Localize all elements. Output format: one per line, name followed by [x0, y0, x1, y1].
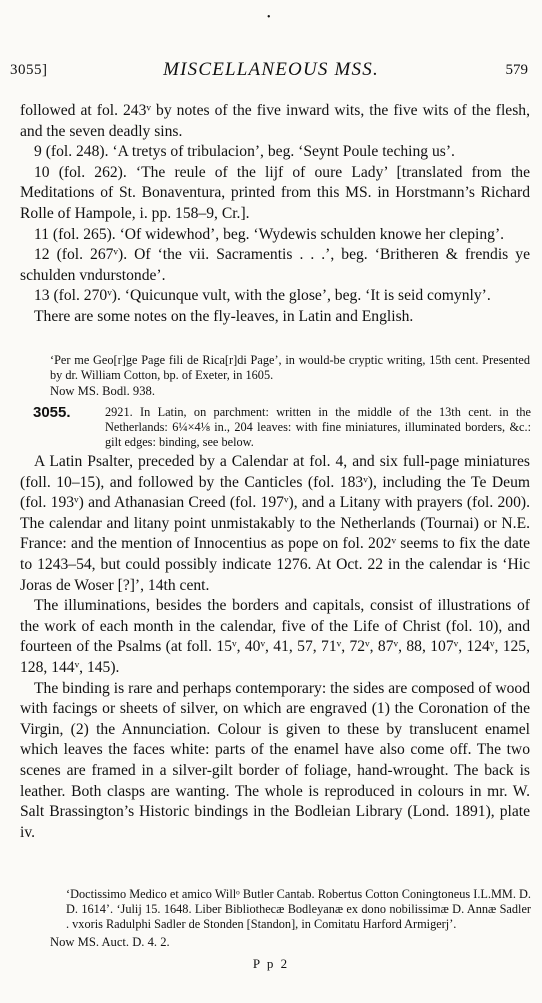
- provenance-text: ‘Per me Geo[r]ge Page fili de Rica[r]di Page’, in would-be cryptic writing, 15th cent. Presented by dr. William Cotton, bp. of Exeter, in 1605.: [50, 353, 530, 382]
- binding-paragraph: The binding is rare and perhaps contemporary: the sides are composed of wood with facings or sheets of silver, on which are engraved (1) the Coronation of the Virgin, (2) the Annunciation. Colour is given to these by translucent enamel which leaves the faces white: parts of the enamel have also come off. The two scenes are framed in a silver-gilt border of foliage, hand-wrought. The back is leather. Both clasps are wanting. The whole is reproduced in colours in mr. W. Salt Brassington’s Historic bindings in the Bodleian Library (Lond. 1891), plate iv.: [20, 679, 530, 841]
- item-13: 13 (fol. 270ᵛ). ‘Quicunque vult, with the glose’, beg. ‘It is seid comynly’.: [34, 287, 491, 305]
- inscription-text: ‘Doctissimo Medico et amico Willᵒ Butler Cantab. Robertus Cotton Coningtoneus I.L.MM. D. D. 1614’. ‘Julij 15. 1648. Liber Bibliothecæ Bodleyanæ ex dono nobilissimæ D. Annæ Sadler . vxoris Radulphi Sadler de Stonden [Standon], in Comitatu Harford Armigerj’.: [66, 887, 531, 931]
- description-body: [20, 452, 530, 843]
- entry-number: 3055.: [33, 404, 71, 421]
- item-list: [20, 101, 530, 328]
- page-mark: •: [267, 12, 271, 23]
- running-title: MISCELLANEOUS MSS.: [163, 59, 379, 80]
- shelfmark: Now MS. Bodl. 938.: [50, 384, 155, 398]
- item-10: 10 (fol. 262). ‘The reule of the lijf of oure Lady’ [translated from the Meditations of St. Bonaventura, printed from this MS. in Horstmann’s Richard Rolle of Hampole, i. pp. 158–9, Cr.].: [20, 163, 530, 222]
- fly-leaf-note: There are some notes on the fly-leaves, in Latin and English.: [34, 307, 414, 325]
- item-11: 11 (fol. 265). ‘Of widewhod’, beg. ‘Wydewis schulden knowe her cleping’.: [34, 225, 505, 243]
- item-9: 9 (fol. 248). ‘A tretys of tribulacion’, beg. ‘Seynt Poule teching us’.: [34, 143, 455, 161]
- entry-range-header: 3055]: [10, 62, 48, 78]
- entry-description-text: 2921. In Latin, on parchment: written in the middle of the 13th cent. in the Netherlands: 6¼×4⅛ in., 204 leaves: with fine miniatures, illuminated borders, &c.: gilt edges: binding, see below.: [105, 405, 531, 449]
- item-12: 12 (fol. 267ᵛ). Of ‘the vii. Sacramentis . . .’, beg. ‘Britheren & frendis ye schulden vndurstonde’.: [20, 246, 530, 284]
- provenance-note: [50, 353, 530, 383]
- inscription-note: [66, 887, 531, 932]
- entry-description: [105, 405, 531, 450]
- paragraph-continuation: followed at fol. 243ᵛ by notes of the five inward wits, the five wits of the flesh, and the seven deadly sins.: [20, 102, 530, 140]
- illuminations-paragraph: The illuminations, besides the borders and capitals, consist of illustrations of the work of each month in the calendar, five of the Life of Christ (fol. 10), and fourteen of the Psalms (at foll. 15ᵛ, 40ᵛ, 41, 57, 71ᵛ, 72ᵛ, 87ᵛ, 88, 107ᵛ, 124ᵛ, 125, 128, 144ᵛ, 145).: [20, 597, 530, 676]
- signature-mark: P p 2: [252, 956, 290, 971]
- psalter-paragraph: A Latin Psalter, preceded by a Calendar at fol. 4, and six full-page miniatures (foll. 10–15), and followed by the Canticles (fol. 183ᵛ), including the Te Deum (fol. 193ᵛ) and Athanasian Creed (fol. 197ᵛ), and a Litany with prayers (fol. 200). The calendar and litany point unmistakably to the Netherlands (Tournai) or N.E. France: and the mention of Innocentius as pope on fol. 202ᵛ seems to fix the date to 1243–54, but could possibly indicate 1276. At Oct. 22 in the calendar is ‘Hic Joras de Woser [?]’, 14th cent.: [20, 453, 530, 594]
- page-number: 579: [505, 62, 528, 78]
- shelfmark: Now MS. Auct. D. 4. 2.: [50, 935, 170, 949]
